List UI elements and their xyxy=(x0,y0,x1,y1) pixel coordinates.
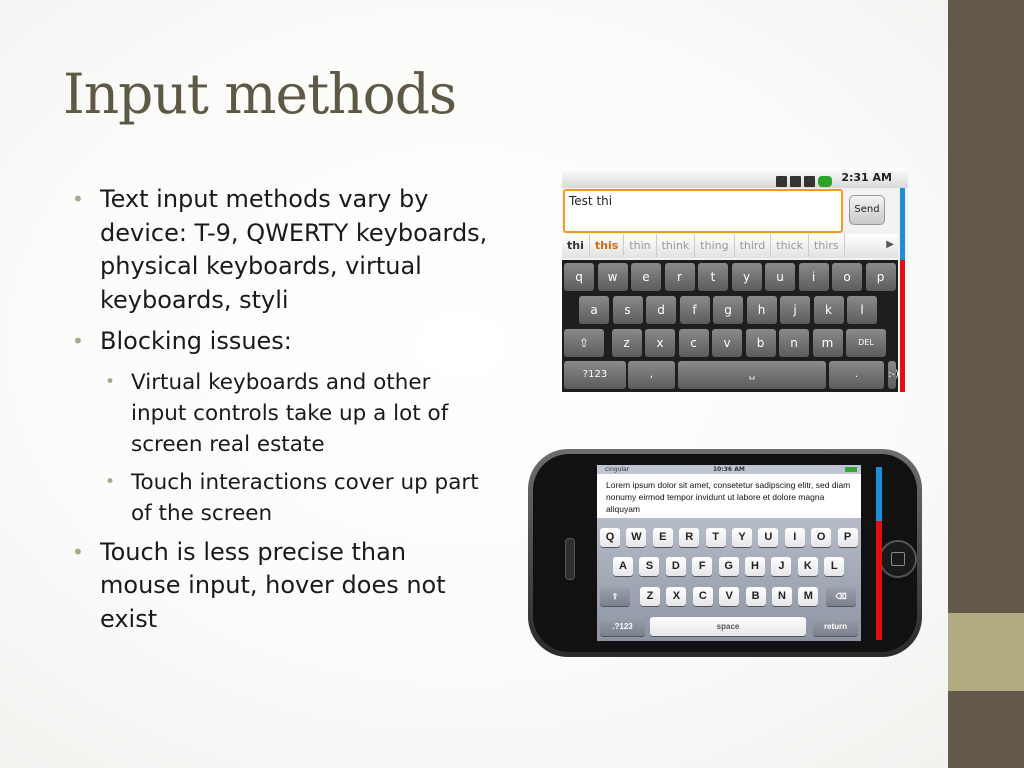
sub-bullet-text: Touch interactions cover up part of the screen xyxy=(131,469,479,526)
suggestion-item: thick xyxy=(771,234,809,257)
iphone-text-area xyxy=(597,474,861,518)
keyboard-key: C xyxy=(693,587,713,606)
keyboard-key: x xyxy=(645,329,675,357)
keyboard-key: S xyxy=(639,557,659,576)
bullet-item xyxy=(72,536,492,637)
keyboard-key: :-) xyxy=(888,361,896,389)
iphone-status-bar xyxy=(597,465,861,474)
keyboard-key: m xyxy=(813,329,843,357)
keyboard-key: s xyxy=(613,296,643,324)
bullet-text: Text input methods vary by device: T-9, QWERTY keyboards, physical keyboards, virtual keyboards, styli xyxy=(100,185,488,314)
marker-bar-blue xyxy=(900,188,905,260)
bullet-dot: • xyxy=(105,371,116,392)
keyboard-key: ⇧ xyxy=(564,329,604,357)
keyboard-key: M xyxy=(798,587,818,606)
keyboard-key: D xyxy=(666,557,686,576)
status-icons xyxy=(776,172,842,184)
keyboard-key: c xyxy=(679,329,709,357)
android-input-text: Test thi xyxy=(569,194,613,208)
keyboard-key: P xyxy=(838,528,858,547)
sub-bullet-item xyxy=(105,367,492,460)
mute-icon xyxy=(790,176,801,187)
keyboard-key: e xyxy=(631,263,661,291)
keyboard-key: l xyxy=(847,296,877,324)
android-status-bar xyxy=(562,168,908,188)
signal-icon xyxy=(804,176,815,187)
slide-title: Input methods xyxy=(63,62,457,126)
android-send-button: Send xyxy=(849,195,885,225)
keyboard-key: u xyxy=(765,263,795,291)
suggestion-item: thing xyxy=(695,234,734,257)
keyboard-key: Z xyxy=(640,587,660,606)
keyboard-key: R xyxy=(679,528,699,547)
keyboard-key: v xyxy=(712,329,742,357)
suggestion-item: think xyxy=(657,234,696,257)
keyboard-key: Y xyxy=(732,528,752,547)
keyboard-key: w xyxy=(598,263,628,291)
keyboard-key: N xyxy=(772,587,792,606)
iphone-text: Lorem ipsum dolor sit amet, consetetur sadipscing elitr, sed diam nonumy eirmod tempor invidunt ut labore et dolore magna aliquyam xyxy=(606,480,851,514)
keyboard-key: i xyxy=(799,263,829,291)
bullet-dot: • xyxy=(72,329,84,353)
keyboard-key: , xyxy=(628,361,675,389)
keyboard-key: ⌫ xyxy=(826,587,856,606)
battery-icon xyxy=(845,467,857,472)
suggestion-item: thi xyxy=(562,234,590,257)
bullet-item xyxy=(72,325,492,359)
bullet-item xyxy=(72,183,492,317)
keyboard-key: A xyxy=(613,557,633,576)
keyboard-key: b xyxy=(746,329,776,357)
keyboard-key: F xyxy=(692,557,712,576)
android-message-input xyxy=(563,189,843,233)
sub-bullet-text: Virtual keyboards and other input controls take up a lot of screen real estate xyxy=(131,369,449,457)
keyboard-key: H xyxy=(745,557,765,576)
iphone-clock: 10:36 AM xyxy=(713,466,745,473)
keyboard-key: .?123 xyxy=(600,617,645,636)
keyboard-key: DEL xyxy=(846,329,886,357)
bullet-text: Blocking issues: xyxy=(100,327,292,355)
keyboard-key: g xyxy=(713,296,743,324)
keyboard-key: X xyxy=(666,587,686,606)
keyboard-key: O xyxy=(811,528,831,547)
keyboard-key: n xyxy=(779,329,809,357)
keyboard-key: G xyxy=(719,557,739,576)
keyboard-key: return xyxy=(813,617,858,636)
marker-bar-red xyxy=(900,260,905,392)
android-keyboard xyxy=(562,260,898,392)
keyboard-key: k xyxy=(814,296,844,324)
keyboard-key: J xyxy=(771,557,791,576)
keyboard-key: K xyxy=(798,557,818,576)
keyboard-key: t xyxy=(698,263,728,291)
marker-bar-red xyxy=(876,521,882,640)
bullet-dot: • xyxy=(72,539,84,564)
android-keyboard-image xyxy=(562,168,908,392)
keyboard-key: Q xyxy=(600,528,620,547)
bullet-list xyxy=(72,183,492,644)
keyboard-key: V xyxy=(719,587,739,606)
keyboard-key: . xyxy=(829,361,884,389)
wifi-icon xyxy=(776,176,787,187)
keyboard-key: E xyxy=(653,528,673,547)
bullet-dot: • xyxy=(105,471,116,492)
keyboard-key: W xyxy=(626,528,646,547)
play-arrow-icon: ▶ xyxy=(886,239,894,250)
keyboard-key: B xyxy=(746,587,766,606)
keyboard-key: L xyxy=(824,557,844,576)
iphone-screen xyxy=(597,465,861,641)
keyboard-key: p xyxy=(866,263,896,291)
android-suggestion-bar xyxy=(562,234,898,258)
keyboard-key: y xyxy=(732,263,762,291)
keyboard-key: ?123 xyxy=(564,361,626,389)
iphone-keyboard xyxy=(597,518,861,641)
keyboard-key: ⇧ xyxy=(600,587,630,606)
keyboard-key: ␣ xyxy=(678,361,826,389)
keyboard-key: o xyxy=(832,263,862,291)
keyboard-key: j xyxy=(780,296,810,324)
sub-bullet-item xyxy=(105,467,492,529)
android-clock: 2:31 AM xyxy=(841,171,892,184)
iphone-carrier: cingular xyxy=(605,466,630,473)
keyboard-key: a xyxy=(579,296,609,324)
bullet-dot: • xyxy=(72,187,84,211)
keyboard-key: r xyxy=(665,263,695,291)
suggestion-item: thirs xyxy=(809,234,845,257)
suggestion-item: this xyxy=(590,234,624,257)
keyboard-key: z xyxy=(612,329,642,357)
marker-bar-blue xyxy=(876,467,882,521)
keyboard-key: space xyxy=(650,617,806,636)
keyboard-key: f xyxy=(680,296,710,324)
keyboard-key: d xyxy=(646,296,676,324)
speaker-icon xyxy=(565,538,575,580)
home-square-icon xyxy=(891,552,905,566)
suggestion-item: third xyxy=(735,234,772,257)
suggestion-item: thin xyxy=(624,234,656,257)
sidebar-accent-band xyxy=(948,613,1024,691)
bullet-text: Touch is less precise than mouse input, hover does not exist xyxy=(100,537,446,633)
keyboard-key: T xyxy=(706,528,726,547)
keyboard-key: U xyxy=(758,528,778,547)
keyboard-key: q xyxy=(564,263,594,291)
keyboard-key: h xyxy=(747,296,777,324)
battery-icon xyxy=(818,176,832,187)
home-button-icon xyxy=(879,540,917,578)
keyboard-key: I xyxy=(785,528,805,547)
